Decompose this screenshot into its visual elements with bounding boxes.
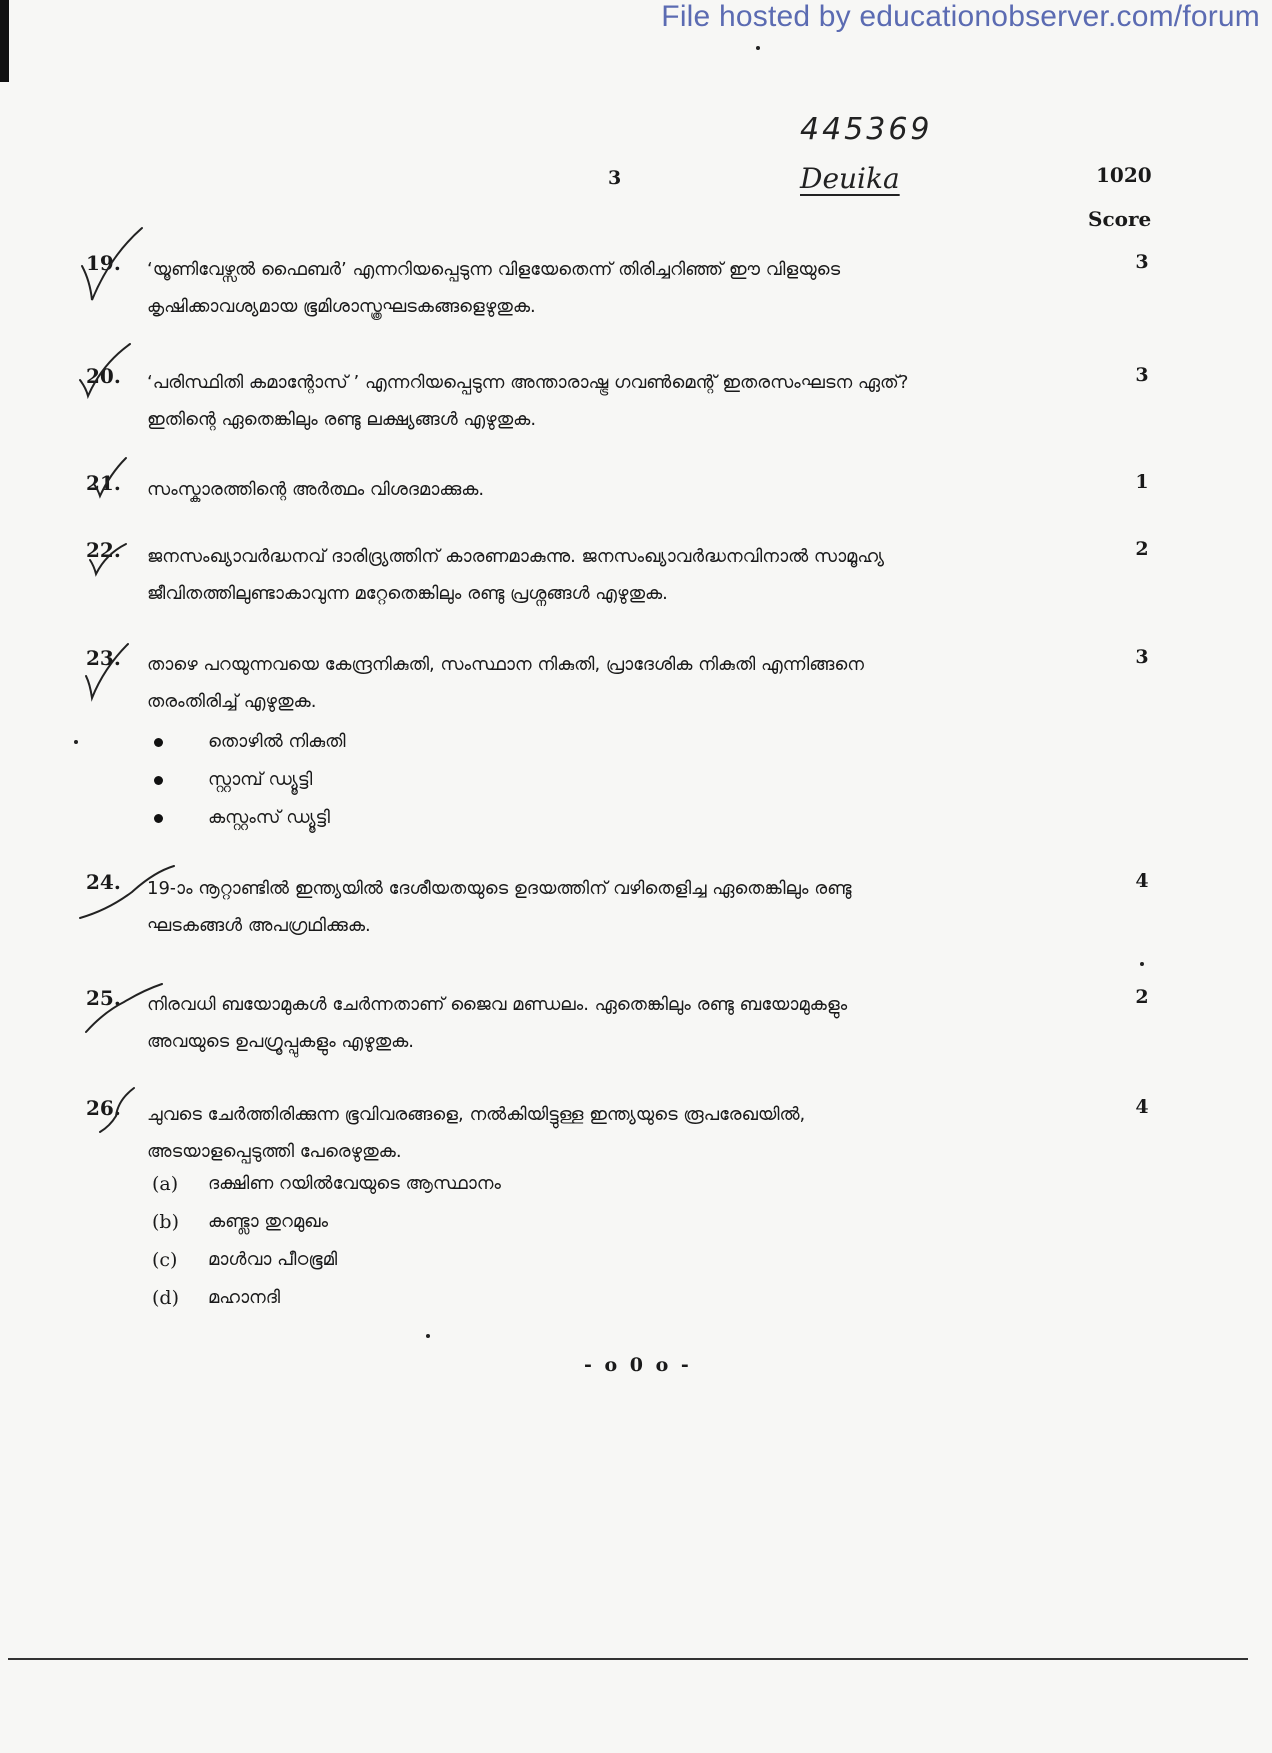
question-text xyxy=(147,538,1097,612)
option-text: ദക്ഷിണ റയിൽവേയുടെ ആസ്ഥാനം xyxy=(208,1173,501,1194)
option-text: മഹാനദി xyxy=(208,1287,281,1308)
question-score: 3 xyxy=(1135,646,1149,668)
question-score: 1 xyxy=(1135,471,1149,493)
question-line: കൃഷിക്കാവശ്യമായ ഭൂമിശാസ്ത്രഘടകങ്ങളെഴുതുക. xyxy=(147,296,536,317)
check-mark-icon xyxy=(92,456,132,500)
scan-speck xyxy=(1140,962,1144,966)
question-text xyxy=(147,471,1097,508)
option-label: (c) xyxy=(152,1249,178,1271)
question-text xyxy=(147,251,1097,325)
question-line: ജനസംഖ്യാവർദ്ധനവ് ദാരിദ്ര്യത്തിന് കാരണമാകുന്നു. ജനസംഖ്യാവർദ്ധനവിനാൽ സാമൂഹ്യ xyxy=(147,546,885,567)
list-item xyxy=(0,800,1272,836)
option-label: (a) xyxy=(152,1173,179,1195)
question-number: 23. xyxy=(86,646,121,670)
list-item xyxy=(0,1242,1272,1278)
scan-speck xyxy=(74,740,78,744)
question-score: 3 xyxy=(1135,364,1149,386)
question-score: 4 xyxy=(1135,1096,1149,1118)
bullet-icon xyxy=(154,776,163,785)
page-bottom-rule xyxy=(8,1658,1248,1660)
list-item xyxy=(0,724,1272,760)
question-line: ഇതിന്റെ ഏതെങ്കിലും രണ്ടു ലക്ഷ്യങ്ങൾ എഴുതുക. xyxy=(147,409,537,430)
question-number: 25. xyxy=(86,986,121,1010)
paper-code: 1020 xyxy=(1096,163,1152,187)
question-number: 22. xyxy=(86,538,121,562)
question-line: ജീവിതത്തിലുണ്ടാകാവുന്ന മറ്റേതെങ്കിലും രണ്ടു പ്രശ്നങ്ങൾ എഴുതുക. xyxy=(147,583,668,604)
bullet-icon xyxy=(154,814,163,823)
list-item xyxy=(0,1204,1272,1240)
check-mark-icon xyxy=(88,540,132,580)
check-mark-icon xyxy=(78,340,138,400)
question-number: 19. xyxy=(86,251,121,275)
question-number: 26. xyxy=(86,1096,121,1120)
question-line: ചുവടെ ചേർത്തിരിക്കുന്ന ഭൂവിവരങ്ങളെ, നൽകിയിട്ടുള്ള ഇന്ത്യയുടെ രൂപരേഖയിൽ, xyxy=(147,1104,806,1125)
score-column-heading: Score xyxy=(1088,207,1152,231)
scan-speck xyxy=(426,1334,430,1338)
question-score: 2 xyxy=(1135,986,1149,1008)
question-text xyxy=(147,1096,1097,1170)
check-mark-icon xyxy=(80,226,150,306)
hosting-watermark: File hosted by educationobserver.com/forum xyxy=(661,0,1260,33)
question-text xyxy=(147,646,1097,720)
check-mark-icon xyxy=(98,1086,178,1138)
option-text: കണ്ട്ലാ തുറമുഖം xyxy=(208,1211,329,1232)
scan-speck xyxy=(756,46,760,50)
question-line: താഴെ പറയുന്നവയെ കേന്ദ്രനികുതി, സംസ്ഥാന നികുതി, പ്രാദേശിക നികുതി എന്നിങ്ങനെ xyxy=(147,654,864,675)
question-line: ‘യൂണിവേഴ്സൽ ഫൈബർ’ എന്നറിയപ്പെടുന്ന വിളയേതെന്ന് തിരിച്ചറിഞ്ഞ് ഈ വിളയുടെ xyxy=(147,259,841,280)
question-line: 19-ാം നൂറ്റാണ്ടിൽ ഇന്ത്യയിൽ ദേശീയതയുടെ ഉദയത്തിന് വഴിതെളിച്ച ഏതെങ്കിലും രണ്ടു xyxy=(147,878,852,899)
question-number: 24. xyxy=(86,870,121,894)
question-score: 3 xyxy=(1135,251,1149,273)
list-item xyxy=(0,1166,1272,1202)
question-line: തരംതിരിച്ച് എഴുതുക. xyxy=(147,691,317,712)
list-item-text: സ്റ്റാമ്പ് ഡ്യൂട്ടി xyxy=(208,769,313,790)
option-label: (d) xyxy=(152,1287,179,1309)
bullet-icon xyxy=(154,738,163,747)
scan-edge-bar xyxy=(0,0,9,82)
handwritten-register-number: 445369 xyxy=(800,112,933,147)
question-line: നിരവധി ബയോമുകൾ ചേർന്നതാണ് ജൈവ മണ്ഡലം. ഏതെങ്കിലും രണ്ടു ബയോമുകളും xyxy=(147,994,848,1015)
question-line: സംസ്കാരത്തിന്റെ അർത്ഥം വിശദമാക്കുക. xyxy=(147,479,485,500)
question-number: 20. xyxy=(86,364,121,388)
question-line: അവയുടെ ഉപഗ്രൂപ്പുകളും എഴുതുക. xyxy=(147,1031,415,1052)
list-item-text: തൊഴിൽ നികുതി xyxy=(208,731,346,752)
question-line: ‘പരിസ്ഥിതി കമാന്റോസ് ’ എന്നറിയപ്പെടുന്ന അന്താരാഷ്ട്ര ഗവൺമെന്റ് ഇതരസംഘടന ഏത്? xyxy=(147,372,909,393)
end-of-paper-mark: - o 0 o - xyxy=(584,1354,692,1376)
question-number: 21. xyxy=(86,471,121,495)
page-number: 3 xyxy=(608,167,622,189)
list-item-text: കസ്റ്റംസ് ഡ്യൂട്ടി xyxy=(208,807,330,828)
handwritten-signature: Deuika xyxy=(800,162,900,195)
question-text xyxy=(147,986,1097,1060)
question-score: 4 xyxy=(1135,870,1149,892)
list-item xyxy=(0,762,1272,798)
question-text xyxy=(147,364,1097,438)
question-line: ഘടകങ്ങൾ അപഗ്രഥിക്കുക. xyxy=(147,915,371,936)
check-mark-icon xyxy=(84,640,134,704)
option-text: മാൾവാ പീഠഭൂമി xyxy=(208,1249,338,1270)
question-score: 2 xyxy=(1135,538,1149,560)
check-mark-icon xyxy=(84,982,164,1036)
question-line: അടയാളപ്പെടുത്തി പേരെഴുതുക. xyxy=(147,1141,402,1162)
list-item xyxy=(0,1280,1272,1316)
check-mark-icon xyxy=(78,862,178,922)
option-label: (b) xyxy=(152,1211,179,1233)
question-text xyxy=(147,870,1097,944)
